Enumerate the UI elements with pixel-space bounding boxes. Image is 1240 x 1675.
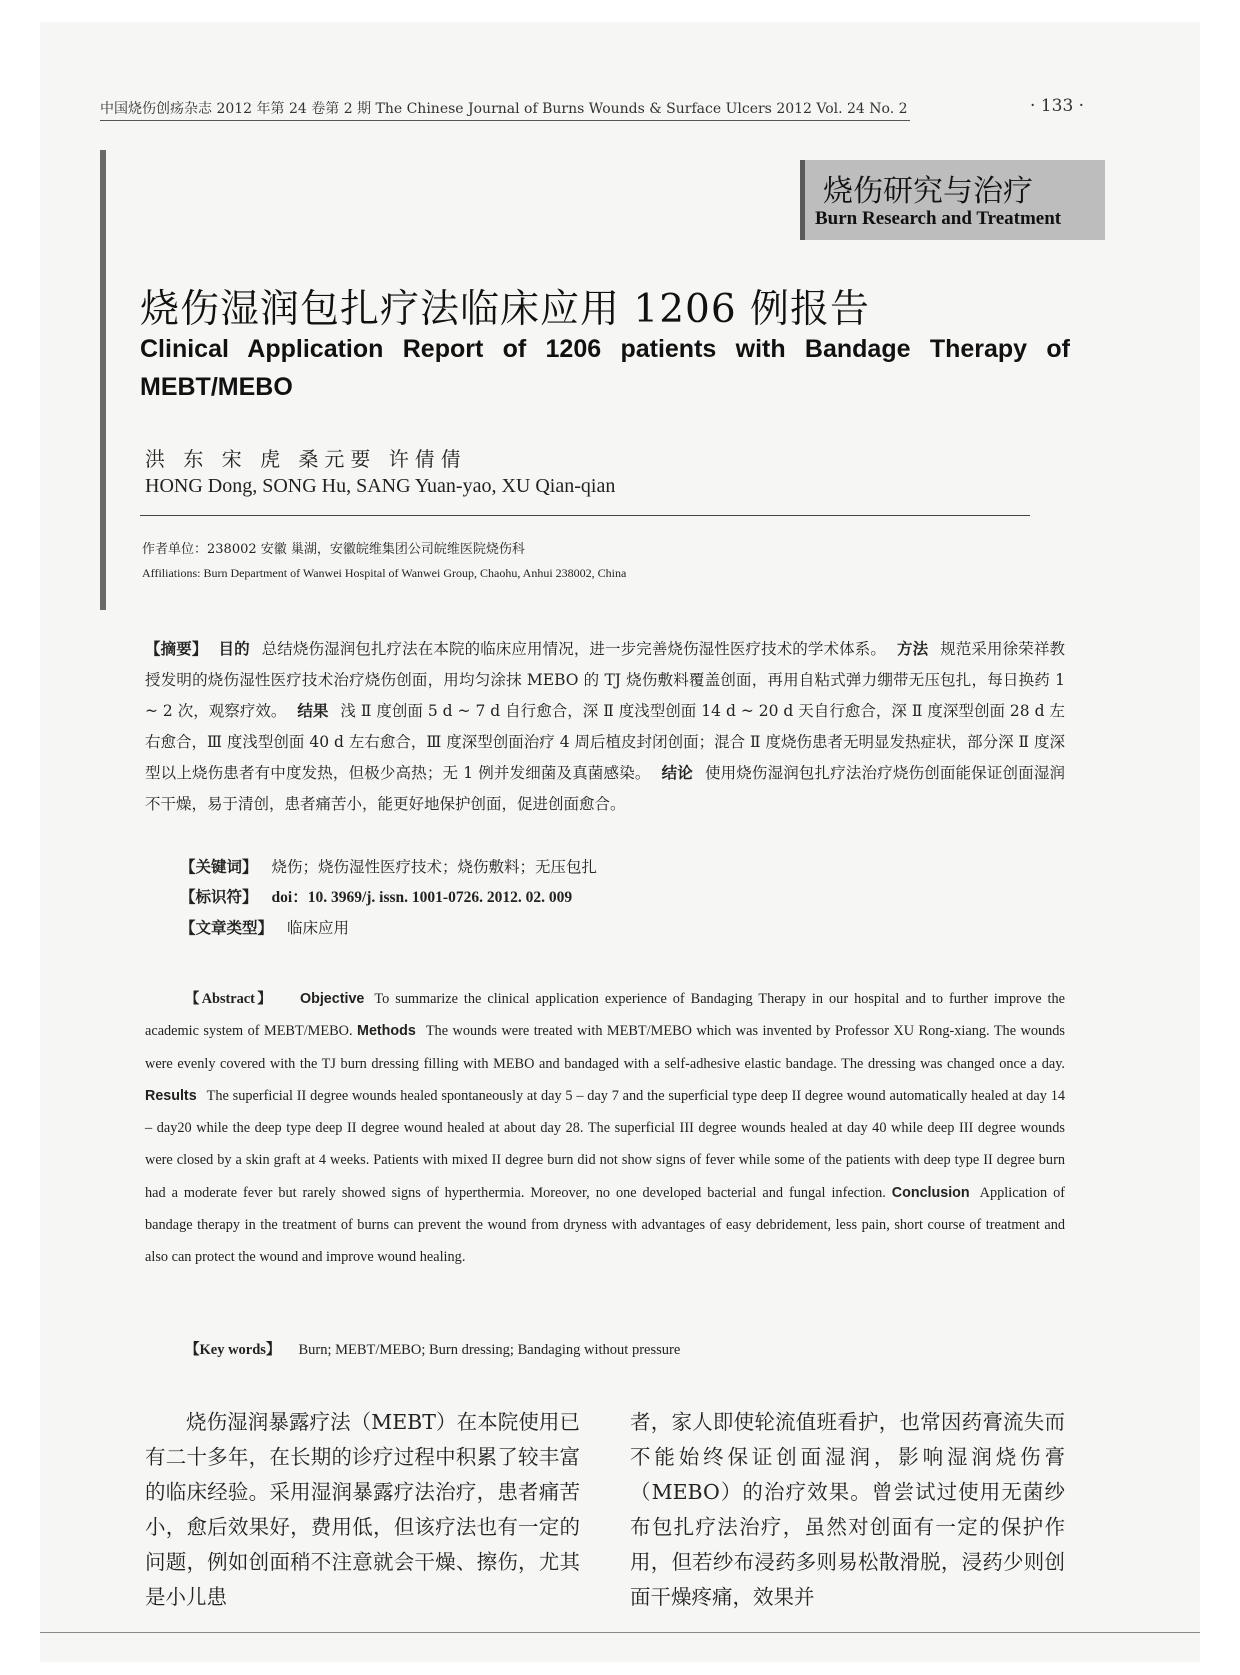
abstract-en-results-label: Results xyxy=(145,1087,197,1104)
article-type-tag: 【文章类型】 xyxy=(180,919,274,937)
keywords-zh-text: 烧伤；烧伤湿性医疗技术；烧伤敷料；无压包扎 xyxy=(271,858,598,876)
article-type-text: 临床应用 xyxy=(287,919,350,937)
running-header xyxy=(100,98,1100,118)
abstract-en-objective: To summarize the clinical application experience of Bandaging Therapy in our hospital and to further improve the academic system of MEBT/MEBO. xyxy=(145,991,1065,1040)
keywords-en-text: Burn; MEBT/MEBO; Burn dressing; Bandaging without pressure xyxy=(298,1342,681,1358)
abstract-zh-results: 浅 Ⅱ 度创面 5 d ~ 7 d 自行愈合，深 Ⅱ 度浅型创面 14 d ~ 20 d 天自行愈合，深 Ⅱ 度深型创面 28 d 左右愈合，Ⅲ 度浅型创面 40 d 左右愈合，Ⅲ 度深型创面治疗 4 周后植皮封闭创面；混合 Ⅱ 度烧伤患者无明显发热症状，部分深 Ⅱ 度深型以上烧伤患者有中度发热，但极少高热；无 1 例并发细菌及真菌感染。 xyxy=(145,702,1065,782)
abstract-zh-tag: 【摘要】 xyxy=(145,640,208,658)
abstract-en-tag: 【Abstract】 xyxy=(185,991,274,1007)
page-number: · 133 · xyxy=(1030,96,1085,116)
affiliation-divider xyxy=(140,515,1030,516)
abstract-en xyxy=(145,983,1065,1274)
abstract-zh-results-label: 结果 xyxy=(297,702,329,720)
identifier-tag: 【标识符】 xyxy=(180,888,258,906)
abstract-zh xyxy=(145,634,1065,820)
abstract-en-results: The superficial II degree wounds healed spontaneously at day 5 – day 7 and the superficial type deep II degree wound automatically healed at day 14 – day20 while the deep type deep II degree wound healed at about day 28. The superficial III degree wounds healed at day 40 while deep III degree wounds were closed by a skin graft at 4 weeks. Patients with mixed II degree burn did not show signs of fever while some of the patients with deep type II degree burn had a moderate fever but rarely showed signs of hyperthermia. Moreover, no one developed bacterial and fungal infection. xyxy=(145,1087,1065,1201)
abstract-en-methods-label: Methods xyxy=(357,1023,416,1040)
keywords-en-tag: 【Key words】 xyxy=(185,1342,281,1358)
doi-text: doi：10. 3969/j. issn. 1001-0726. 2012. 02. 009 xyxy=(271,889,573,906)
article-title-en: Clinical Application Report of 1206 patients with Bandage Therapy of MEBT/MEBO xyxy=(140,335,1070,401)
article-type xyxy=(180,916,349,938)
identifier xyxy=(180,885,572,907)
affiliation-zh: 作者单位：238002 安徽 巢湖，安徽皖维集团公司皖维医院烧伤科 xyxy=(142,542,525,557)
header-divider xyxy=(100,120,910,121)
abstract-en-methods: The wounds were treated with MEBT/MEBO which was invented by Professor XU Rong-xiang. The wounds were evenly covered with the TJ burn dressing filling with MEBO and bandaged with a self-adhesive elastic bandage. The dressing was changed once a day. xyxy=(145,1023,1065,1072)
abstract-en-conclusion: Application of bandage therapy in the treatment of burns can prevent the wound from dryness with advantages of easy debridement, less pain, short course of treatment and also can protect the wound and improve wound healing. xyxy=(145,1184,1065,1266)
running-title: 中国烧伤创疡杂志 2012 年第 24 卷第 2 期 The Chinese Journal of Burns Wounds & Surface Ulcers 2012 Vol. 24 No. 2 xyxy=(100,101,908,117)
column-label-en: Burn Research and Treatment xyxy=(815,208,1062,229)
abstract-zh-objective-label: 目的 xyxy=(218,640,250,658)
abstract-zh-conclusion: 使用烧伤湿润包扎疗法治疗烧伤创面能保证创面湿润不干燥，易于清创，患者痛苦小，能更好地保护创面，促进创面愈合。 xyxy=(145,764,1065,813)
column-label-zh: 烧伤研究与治疗 xyxy=(823,174,1033,209)
authors-en: HONG Dong, SONG Hu, SANG Yuan-yao, XU Qian-qian xyxy=(145,475,616,497)
authors-zh: 洪 东 宋 虎 桑元要 许倩倩 xyxy=(145,447,467,471)
abstract-zh-objective: 总结烧伤湿润包扎疗法在本院的临床应用情况，进一步完善烧伤湿性医疗技术的学术体系。 xyxy=(261,640,886,658)
article-title-zh: 烧伤湿润包扎疗法临床应用 1206 例报告 xyxy=(140,287,871,332)
abstract-zh-methods-label: 方法 xyxy=(897,640,929,658)
abstract-zh-methods: 规范采用徐荣祥教授发明的烧伤湿性医疗技术治疗烧伤创面，用均匀涂抹 MEBO 的 TJ 烧伤敷料覆盖创面，再用自粘式弹力绷带无压包扎，每日换药 1 ~ 2 次，观察疗效。 xyxy=(145,640,1065,720)
decorative-side-bar xyxy=(100,150,106,610)
body-text-left-column: 烧伤湿润暴露疗法（MEBT）在本院使用已有二十多年，在长期的诊疗过程中积累了较丰富的临床经验。采用湿润暴露疗法治疗，患者痛苦小，愈后效果好，费用低，但该疗法也有一定的问题，例如创面稍不注意就会干燥、擦伤，尤其是小儿患 xyxy=(145,1410,580,1609)
abstract-en-conclusion-label: Conclusion xyxy=(891,1184,970,1201)
affiliation-en: Affiliations: Burn Department of Wanwei Hospital of Wanwei Group, Chaohu, Anhui 238002, China xyxy=(142,566,627,580)
page-bottom-edge xyxy=(40,1632,1200,1633)
column-label-box xyxy=(800,160,1105,240)
keywords-en xyxy=(185,1338,680,1359)
keywords-zh xyxy=(180,855,597,877)
body-text-right-column: 者，家人即使轮流值班看护，也常因药膏流失而不能始终保证创面湿润，影响湿润烧伤膏（MEBO）的治疗效果。曾尝试过使用无菌纱布包扎疗法治疗，虽然对创面有一定的保护作用，但若纱布浸药多则易松散滑脱，浸药少则创面干燥疼痛，效果并 xyxy=(630,1410,1065,1609)
abstract-en-objective-label: Objective xyxy=(299,991,365,1007)
abstract-zh-conclusion-label: 结论 xyxy=(661,764,693,782)
keywords-zh-tag: 【关键词】 xyxy=(180,858,258,876)
